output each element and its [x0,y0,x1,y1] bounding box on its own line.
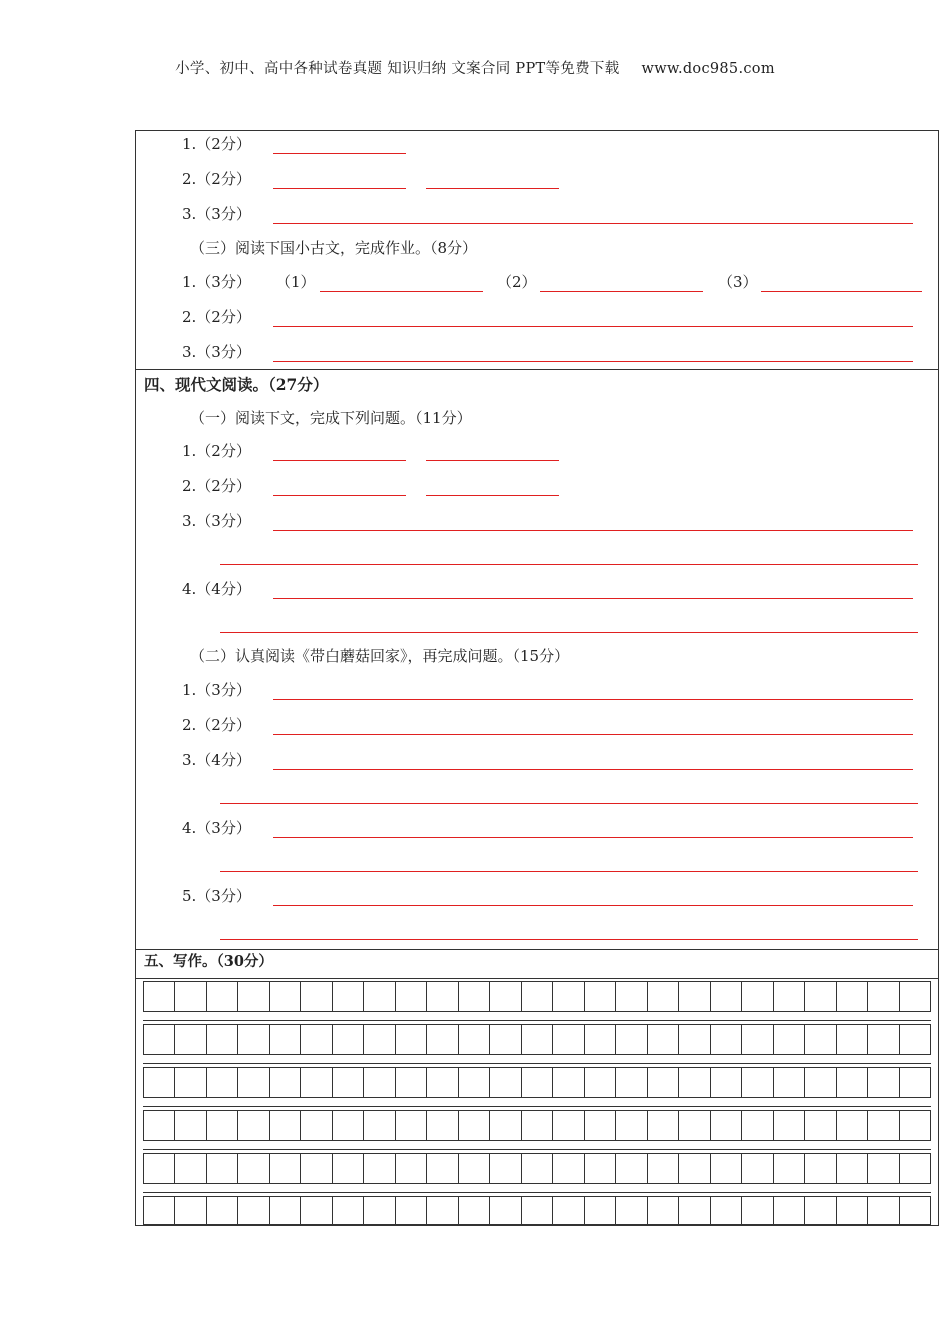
q-d3-label: 3.（3分） [182,512,251,530]
q-c1-label: 1.（3分） [182,273,251,291]
answer-line[interactable] [273,769,913,770]
q-c1-sub3: （3） [718,273,758,291]
answer-line[interactable] [426,460,559,461]
grid-separator [143,1149,931,1150]
header-url: www.doc985.com [641,61,775,77]
q-a3-label: 3.（3分） [182,205,251,223]
q-c1-sub2: （2） [497,273,537,291]
page-header [0,57,950,78]
grid-row[interactable] [143,1024,931,1055]
q-a2-label: 2.（2分） [182,170,251,188]
q-e2-label: 2.（2分） [182,716,251,734]
q-e5-label: 5.（3分） [182,887,251,905]
answer-line[interactable] [761,291,922,292]
grid-row[interactable] [143,1067,931,1098]
answer-line[interactable] [273,699,913,700]
grid-row[interactable] [143,1153,931,1184]
answer-line[interactable] [220,871,918,872]
q-c2-label: 2.（2分） [182,308,251,326]
grid-separator [143,1063,931,1064]
answer-line[interactable] [273,361,913,362]
grid-row[interactable] [143,1196,931,1225]
answer-line[interactable] [273,495,406,496]
q-c1-sub1: （1） [276,273,316,291]
answer-line[interactable] [220,803,918,804]
header-text: 小学、初中、高中各种试卷真题 知识归纳 文案合同 PPT等免费下载 [175,61,620,77]
answer-line[interactable] [273,460,406,461]
answer-line[interactable] [540,291,703,292]
grid-row[interactable] [143,1110,931,1141]
grid-separator [143,1106,931,1107]
answer-line[interactable] [273,530,913,531]
part2-title: （二）认真阅读《带白蘑菇回家》，再完成问题。（15分） [190,647,570,665]
answer-line[interactable] [273,905,913,906]
q-e3-label: 3.（4分） [182,751,251,769]
section-5-title: 五、写作。（30分） [144,953,273,970]
answer-line[interactable] [220,564,918,565]
answer-line[interactable] [273,188,406,189]
grid-separator [143,1192,931,1193]
answer-line[interactable] [220,939,918,940]
answer-line[interactable] [426,188,559,189]
part3-title: （三）阅读下国小古文，完成作业。（8分） [190,239,478,257]
answer-line[interactable] [273,598,913,599]
answer-line[interactable] [273,734,913,735]
part1-title: （一）阅读下文，完成下列问题。（11分） [190,409,472,427]
grid-row[interactable] [143,981,931,1012]
grid-separator [143,1020,931,1021]
answer-line[interactable] [273,837,913,838]
answer-line[interactable] [426,495,559,496]
q-d4-label: 4.（4分） [182,580,251,598]
q-e4-label: 4.（3分） [182,819,251,837]
answer-line[interactable] [273,326,913,327]
q-c3-label: 3.（3分） [182,343,251,361]
section-4-title: 四、现代文阅读。（27分） [144,375,329,394]
answer-line[interactable] [273,153,406,154]
q-e1-label: 1.（3分） [182,681,251,699]
answer-line[interactable] [220,632,918,633]
q-a1-label: 1.（2分） [182,135,251,153]
answer-line[interactable] [273,223,913,224]
q-d2-label: 2.（2分） [182,477,251,495]
writing-grid[interactable] [143,981,931,1225]
q-d1-label: 1.（2分） [182,442,251,460]
answer-line[interactable] [320,291,483,292]
